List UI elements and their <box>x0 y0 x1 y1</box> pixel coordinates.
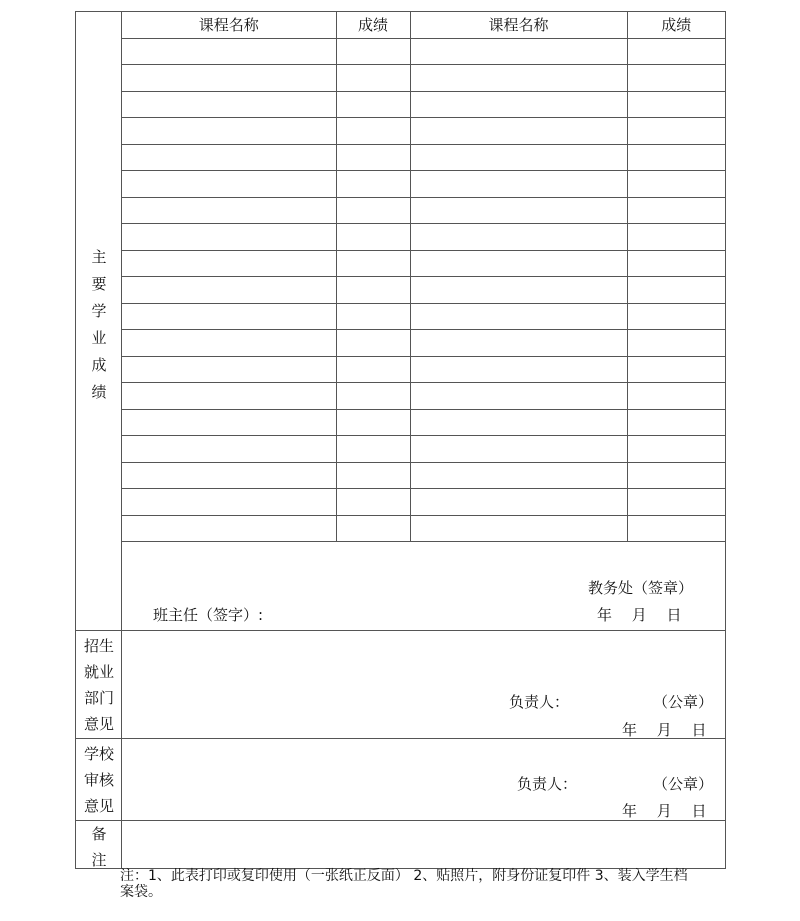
course-name-cell[interactable] <box>122 515 336 542</box>
course-name-cell[interactable] <box>410 436 627 463</box>
course-name-cell[interactable] <box>410 38 627 65</box>
student-record-form <box>75 11 726 869</box>
course-name-cell[interactable] <box>122 250 336 277</box>
score-cell[interactable] <box>627 91 725 118</box>
course-name-cell[interactable] <box>122 91 336 118</box>
course-name-cell[interactable] <box>410 303 627 330</box>
score-cell[interactable] <box>336 356 410 383</box>
remarks-section <box>76 821 725 868</box>
grade-row <box>122 224 725 251</box>
score-cell[interactable] <box>336 462 410 489</box>
grade-row <box>122 515 725 542</box>
grade-row <box>122 250 725 277</box>
employment-date: 年 月 日 <box>622 721 707 739</box>
academic-office-date: 年 月 日 <box>597 606 682 624</box>
course-name-cell[interactable] <box>410 356 627 383</box>
course-name-cell[interactable] <box>122 383 336 410</box>
score-cell[interactable] <box>627 38 725 65</box>
score-cell[interactable] <box>336 409 410 436</box>
course-name-cell[interactable] <box>410 277 627 304</box>
score-cell[interactable] <box>627 330 725 357</box>
course-name-cell[interactable] <box>122 65 336 92</box>
school-person-in-charge: 负责人： <box>517 775 578 793</box>
school-date: 年 月 日 <box>622 802 707 820</box>
course-name-cell[interactable] <box>122 144 336 171</box>
score-cell[interactable] <box>336 144 410 171</box>
score-cell[interactable] <box>627 197 725 224</box>
grade-row <box>122 171 725 198</box>
score-cell[interactable] <box>627 462 725 489</box>
course-name-cell[interactable] <box>122 436 336 463</box>
grades-section-label: 主 要 学 业 成 绩 <box>91 248 107 401</box>
course-name-cell[interactable] <box>122 197 336 224</box>
course-name-cell[interactable] <box>122 224 336 251</box>
course-name-cell[interactable] <box>122 409 336 436</box>
score-cell[interactable] <box>627 436 725 463</box>
course-name-cell[interactable] <box>410 171 627 198</box>
course-name-cell[interactable] <box>410 144 627 171</box>
score-header: 成绩 <box>627 12 725 38</box>
score-cell[interactable] <box>336 330 410 357</box>
course-name-cell[interactable] <box>122 489 336 516</box>
course-name-cell[interactable] <box>122 277 336 304</box>
class-teacher-signature: 班主任（签字）: <box>153 606 264 624</box>
course-name-cell[interactable] <box>122 330 336 357</box>
course-name-cell[interactable] <box>410 65 627 92</box>
score-cell[interactable] <box>627 515 725 542</box>
grade-row <box>122 197 725 224</box>
score-cell[interactable] <box>627 356 725 383</box>
score-cell[interactable] <box>627 383 725 410</box>
grades-label-column <box>76 12 122 630</box>
course-name-cell[interactable] <box>122 356 336 383</box>
academic-office-seal: 教务处（签章） <box>588 579 694 597</box>
course-name-cell[interactable] <box>122 303 336 330</box>
course-name-cell[interactable] <box>410 197 627 224</box>
grade-row <box>122 409 725 436</box>
grade-row <box>122 436 725 463</box>
grade-row <box>122 303 725 330</box>
grade-row <box>122 65 725 92</box>
course-name-cell[interactable] <box>410 383 627 410</box>
score-cell[interactable] <box>627 118 725 145</box>
score-cell[interactable] <box>627 303 725 330</box>
course-name-header: 课程名称 <box>122 12 336 38</box>
course-name-cell[interactable] <box>410 91 627 118</box>
course-name-cell[interactable] <box>122 38 336 65</box>
score-cell[interactable] <box>627 277 725 304</box>
score-cell[interactable] <box>627 144 725 171</box>
score-cell[interactable] <box>627 171 725 198</box>
course-name-cell[interactable] <box>122 171 336 198</box>
grades-table <box>122 12 725 542</box>
score-cell[interactable] <box>336 277 410 304</box>
grades-section <box>76 12 725 631</box>
school-official-seal: （公章） <box>653 775 714 793</box>
score-cell[interactable] <box>336 197 410 224</box>
employment-section-label: 招生 就业 部门 意见 <box>83 637 114 733</box>
grade-row <box>122 356 725 383</box>
score-cell[interactable] <box>336 38 410 65</box>
grade-row <box>122 38 725 65</box>
employment-person-in-charge: 负责人： <box>509 693 570 711</box>
score-cell[interactable] <box>627 250 725 277</box>
remarks-section-label: 备 注 <box>91 825 107 869</box>
course-name-header: 课程名称 <box>410 12 627 38</box>
course-name-cell[interactable] <box>122 462 336 489</box>
score-cell[interactable] <box>336 118 410 145</box>
grade-row <box>122 489 725 516</box>
course-name-cell[interactable] <box>122 118 336 145</box>
course-name-cell[interactable] <box>410 515 627 542</box>
course-name-cell[interactable] <box>410 224 627 251</box>
score-cell[interactable] <box>336 250 410 277</box>
score-cell[interactable] <box>336 224 410 251</box>
grade-row <box>122 383 725 410</box>
score-cell[interactable] <box>336 303 410 330</box>
score-header: 成绩 <box>336 12 410 38</box>
score-cell[interactable] <box>627 224 725 251</box>
course-name-cell[interactable] <box>410 489 627 516</box>
grade-row <box>122 144 725 171</box>
grade-row <box>122 330 725 357</box>
score-cell[interactable] <box>336 91 410 118</box>
grade-row <box>122 462 725 489</box>
score-cell[interactable] <box>627 489 725 516</box>
score-cell[interactable] <box>627 65 725 92</box>
course-name-cell[interactable] <box>410 118 627 145</box>
employment-official-seal: （公章） <box>653 693 714 711</box>
grades-header-row <box>122 12 725 38</box>
score-cell[interactable] <box>336 489 410 516</box>
score-cell[interactable] <box>336 515 410 542</box>
score-cell[interactable] <box>336 383 410 410</box>
course-name-cell[interactable] <box>410 409 627 436</box>
grade-row <box>122 91 725 118</box>
score-cell[interactable] <box>627 409 725 436</box>
school-review-section-label: 学校 审核 意见 <box>83 745 114 815</box>
footnote: 注：1、此表打印或复印使用（一张纸正反面） 2、贴照片，附身份证复印件 3、装入学生档案袋。 <box>120 868 688 900</box>
course-name-cell[interactable] <box>410 330 627 357</box>
course-name-cell[interactable] <box>410 462 627 489</box>
score-cell[interactable] <box>336 65 410 92</box>
course-name-cell[interactable] <box>410 250 627 277</box>
score-cell[interactable] <box>336 171 410 198</box>
employment-section <box>76 631 725 739</box>
score-cell[interactable] <box>336 436 410 463</box>
grade-row <box>122 118 725 145</box>
grade-row <box>122 277 725 304</box>
school-review-section <box>76 739 725 821</box>
